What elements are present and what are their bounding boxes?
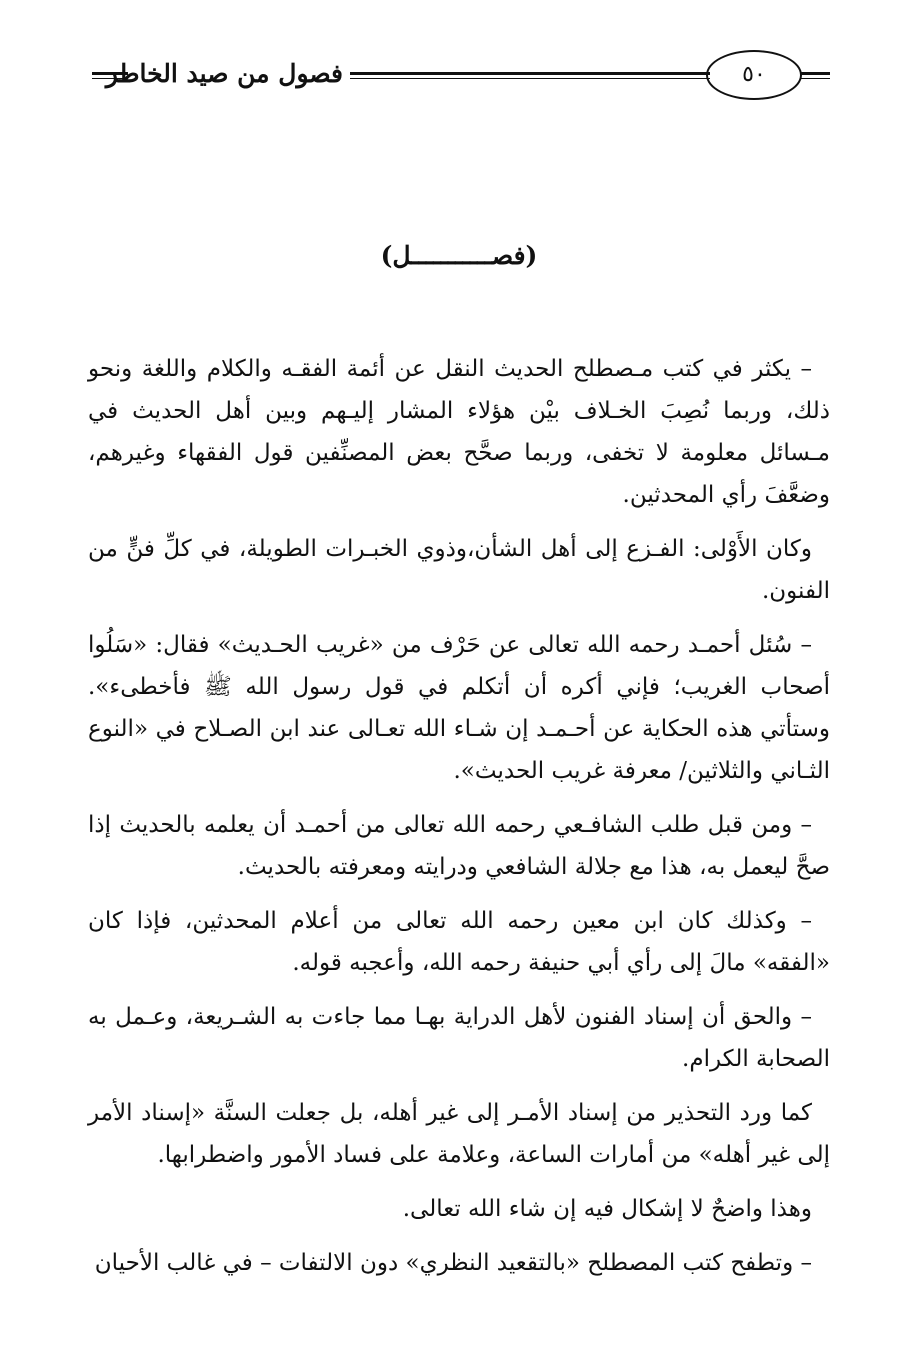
header-rule-middle [350,72,710,79]
paragraph: – وكذلك كان ابن معين رحمه الله تعالى من أعلام المحدثين، فإذا كان «الفقه» مالَ إلى رأي أبي حنيفة رحمه الله، وأعجبه قوله. [88,908,830,976]
paragraph: – وتطفح كتب المصطلح «بالتقعيد النظري» دون الالتفات – في غالب الأحيان [94,1250,812,1276]
paragraph: – والحق أن إسناد الفنون لأهل الدراية بهـا مما جاءت به الشـريعة، وعـمل به الصحابة الكرام. [88,1004,830,1072]
body-text [88,348,830,1296]
header-rule-right [800,72,830,79]
paragraph: كما ورد التحذير من إسناد الأمـر إلى غير أهله، بل جعلت السنَّة «إسناد الأمر إلى غير أهله» من أمارات الساعة، وعلامة على فساد الأمور واضطرابها. [88,1100,830,1168]
paragraph: – ومن قبل طلب الشافـعي رحمه الله تعالى من أحمـد أن يعلمه بالحديث إذا صحَّ ليعمل به، هذا مع جلالة الشافعي ودرايته ومعرفته بالحديث. [88,812,830,880]
running-header [0,48,918,104]
book-title: فصول من صيد الخاطر [105,59,343,88]
paragraph: – سُئل أحمـد رحمه الله تعالى عن حَرْف من «غريب الحـديث» فقال: «سَلُوا أصحاب الغريب؛ فإني أكره أن أتكلم في قول رسول الله ﷺ فأخطىء». وستأتي هذه الحكاية عن أحـمـد إن شـاء الله تعـالى عند ابن الصـلاح في «النوع الثـاني والثلاثين/ معرفة غريب الحديث». [88,632,830,784]
paragraph: وهذا واضحٌ لا إشكال فيه إن شاء الله تعالى. [402,1196,812,1222]
paragraph: – يكثر في كتب مـصطلح الحديث النقل عن أئمة الفقـه والكلام واللغة ونحو ذلك، وربما نُصِبَ الخـلاف بيْن هؤلاء المشار إليـهم وبين أهل الحديث في مـسائل معلومة لا تخفى، وربما صحَّح بعض المصنِّفين قول الفقهاء وغيرهم، وضعَّفَ رأي المحدثين. [88,356,830,508]
section-title: (فصـــــــــــل) [380,241,538,270]
page-number: ٥٠ [706,50,802,100]
paragraph: وكان الأَوْلى: الفـزع إلى أهل الشأن،وذوي الخبـرات الطويلة، في كلِّ فنٍّ من الفنون. [88,536,830,604]
